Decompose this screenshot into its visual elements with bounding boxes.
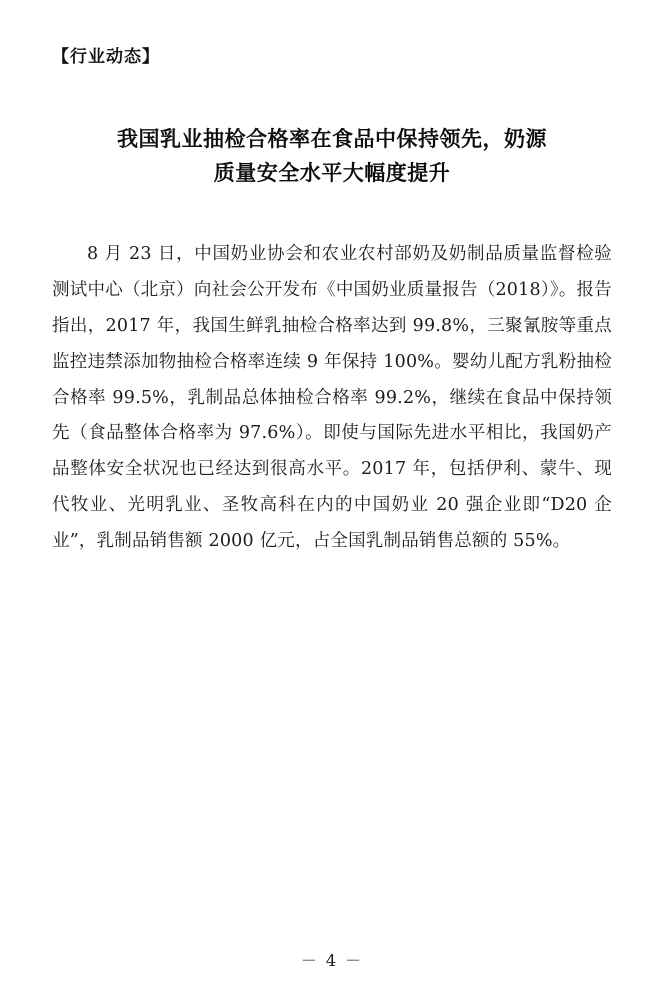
page-number: － 4 － — [300, 951, 364, 970]
body-paragraph: 8 月 23 日，中国奶业协会和农业农村部奶及奶制品质量监督检验测试中心（北京）向社会公开发布《中国奶业质量报告（2018）》。报告指出，2017 年，我国生鲜乳抽检合格率达到 99.8%，三聚氰胺等重点监控违禁添加物抽检合格率连续 9 年保持 100%。婴幼儿配方乳粉抽检合格率 99.5%，乳制品总体抽检合格率 99.2%，继续在食品中保持领先（食品整体合格率为 97.6%）。即使与国际先进水平相比，我国奶产品整体安全状况也已经达到很高水平。2017 年，包括伊利、蒙牛、现代牧业、光明乳业、圣牧高科在内的中国奶业 20 强企业即“D20 企业”，乳制品销售额 2000 亿元，占全国乳制品销售总额的 55%。 — [52, 244, 612, 552]
section-tag: 【行业动态】 — [52, 47, 160, 67]
page-title — [52, 122, 612, 191]
page-title-line-1: 我国乳业抽检合格率在食品中保持领先，奶源 — [117, 125, 547, 151]
page-title-line-2: 质量安全水平大幅度提升 — [213, 160, 451, 186]
body-content — [52, 237, 612, 560]
